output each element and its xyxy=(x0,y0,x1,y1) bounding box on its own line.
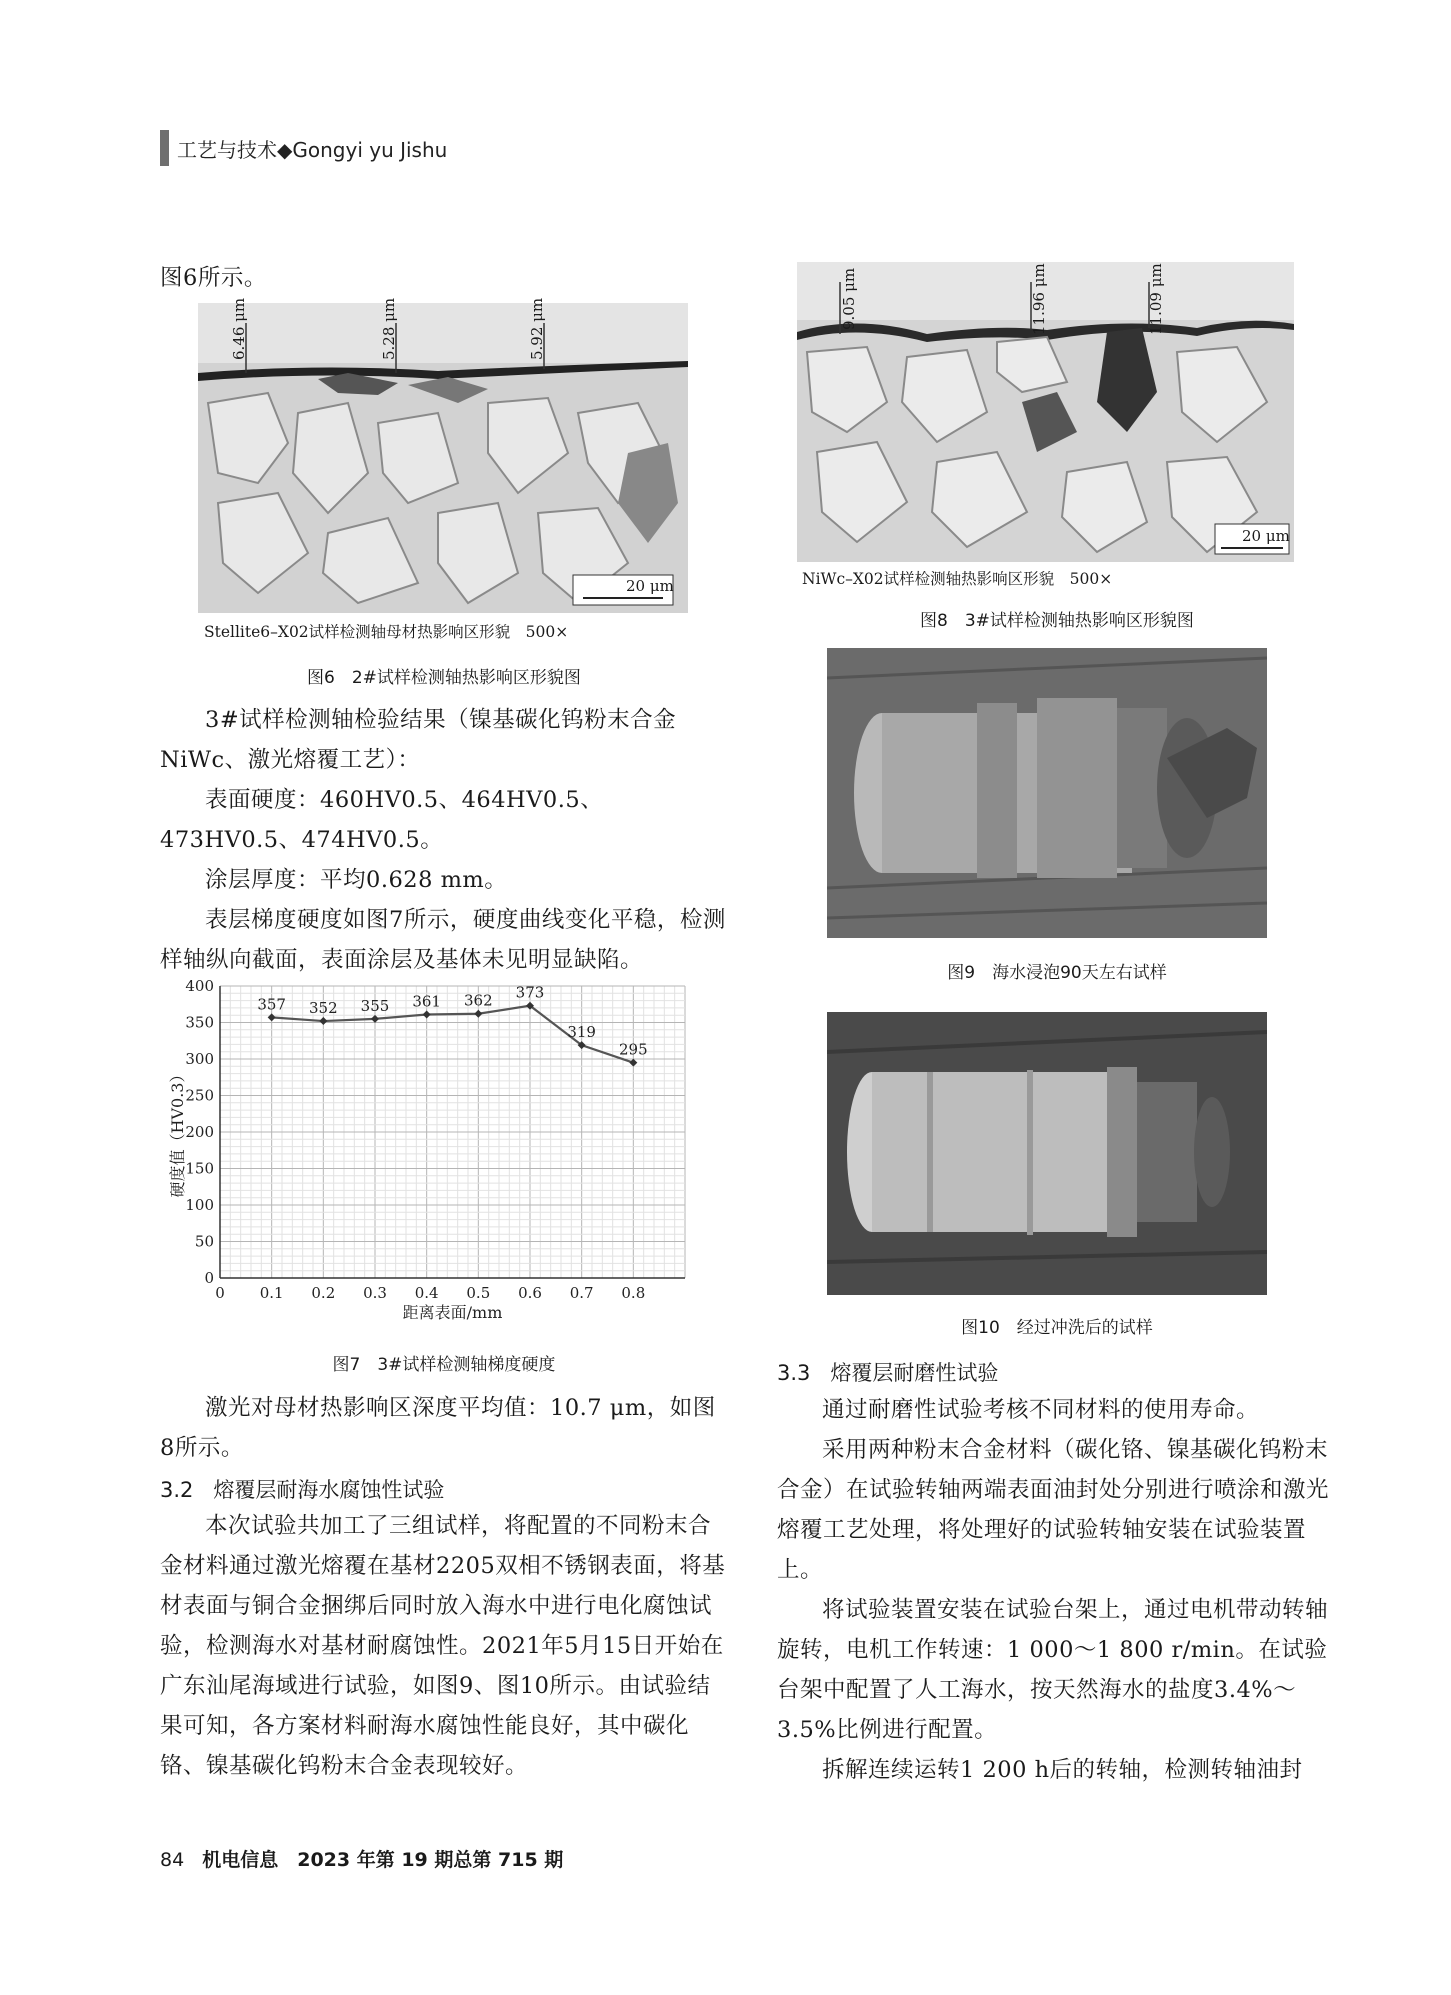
journal-name: 机电信息 xyxy=(202,1849,279,1871)
page-number: 84 xyxy=(160,1849,185,1871)
x-tick-label: 0 xyxy=(215,1284,225,1302)
y-tick-label: 0 xyxy=(204,1269,214,1287)
paragraph: 表层梯度硬度如图7所示，硬度曲线变化平稳，检测样轴纵向截面，表面涂层及基体未见明显缺陷。 xyxy=(160,907,726,973)
fig6-subcaption: Stellite6–X02试样检测轴母材热影响区形貌 500× xyxy=(204,623,569,641)
fig6-micro-label: 5.92 μm xyxy=(528,297,546,360)
data-label: 295 xyxy=(619,1040,648,1059)
left-text-block-2 xyxy=(160,1388,728,1468)
fig9-photo xyxy=(827,648,1267,938)
x-tick-label: 0.3 xyxy=(363,1284,387,1302)
data-point xyxy=(371,1015,379,1023)
fig7-caption: 图7 3#试样检测轴梯度硬度 xyxy=(332,1355,556,1375)
fig8-micro-label: 11.09 μm xyxy=(1147,263,1165,335)
x-tick-label: 0.2 xyxy=(311,1284,336,1302)
y-tick-label: 100 xyxy=(185,1196,214,1214)
fig8-subcaption: NiWc–X02试样检测轴热影响区形貌 500× xyxy=(802,570,1113,588)
fig7-chart xyxy=(165,978,705,1328)
y-tick-label: 250 xyxy=(185,1086,214,1105)
data-label: 373 xyxy=(515,983,545,1002)
intro-text: 图6所示。 xyxy=(160,265,267,291)
paragraph: 通过耐磨性试验考核不同材料的使用寿命。 xyxy=(822,1397,1260,1423)
fig8-micro-label: 11.96 μm xyxy=(1030,263,1048,335)
y-tick-label: 50 xyxy=(194,1232,214,1251)
hardness-chart xyxy=(165,978,705,1328)
y-tick-label: 350 xyxy=(185,1013,214,1032)
data-point xyxy=(423,1010,431,1018)
fig9-caption: 图9 海水浸泡90天左右试样 xyxy=(947,963,1167,983)
data-point xyxy=(474,1010,482,1018)
y-tick-label: 200 xyxy=(185,1123,214,1141)
section-title: 熔覆层耐海水腐蚀性试验 xyxy=(213,1478,445,1502)
running-header xyxy=(160,130,447,166)
section-title: 熔覆层耐磨性试验 xyxy=(830,1361,999,1385)
paragraph: 拆解连续运转1 200 h后的转轴，检测转轴油封 xyxy=(822,1757,1303,1783)
fig6-image xyxy=(198,303,688,613)
fig6-micro-label: 5.28 μm xyxy=(380,297,398,360)
y-tick-label: 300 xyxy=(185,1050,214,1068)
page-footer xyxy=(160,1845,563,1872)
header-bar xyxy=(160,130,169,166)
fig9-image xyxy=(827,648,1267,938)
data-point xyxy=(629,1059,637,1067)
fig6-scale-bar-label: 20 μm xyxy=(626,577,674,595)
paragraph: 涂层厚度：平均0.628 mm。 xyxy=(205,867,508,893)
x-axis-label: 距离表面/mm xyxy=(402,1303,503,1322)
y-tick-label: 400 xyxy=(185,978,214,995)
data-label: 361 xyxy=(412,992,441,1011)
x-tick-label: 0.5 xyxy=(466,1284,491,1302)
header-text: 工艺与技术◆Gongyi yu Jishu xyxy=(177,137,448,162)
x-tick-label: 0.1 xyxy=(259,1284,284,1302)
fig6-micro-label: 6.46 μm xyxy=(230,297,248,360)
fig8-caption: 图8 3#试样检测轴热影响区形貌图 xyxy=(920,611,1194,631)
right-text-block xyxy=(777,1390,1337,1790)
section-3-3-heading xyxy=(777,1357,1337,1387)
data-point xyxy=(268,1013,276,1021)
fig6-micrograph xyxy=(198,303,688,613)
data-label: 357 xyxy=(257,995,286,1014)
section-3-2-heading xyxy=(160,1474,728,1504)
fig8-scale-bar-label: 20 μm xyxy=(1242,527,1290,545)
paragraph: 激光对母材热影响区深度平均值：10.7 μm，如图8所示。 xyxy=(160,1395,716,1461)
data-label: 319 xyxy=(567,1023,596,1042)
data-label: 355 xyxy=(360,996,390,1015)
y-tick-label: 150 xyxy=(185,1159,214,1178)
journal-issue: 2023 年第 19 期总第 715 期 xyxy=(297,1849,564,1871)
data-point xyxy=(319,1017,327,1025)
paragraph: 将试验装置安装在试验台架上，通过电机带动转轴旋转，电机工作转速：1 000～1 800 r/min。在试验台架中配置了人工海水，按天然海水的盐度3.4%～3.5%比例进行配置。 xyxy=(777,1597,1329,1743)
paragraph: 3#试样检测轴检验结果（镍基碳化钨粉末合金NiWc、激光熔覆工艺）： xyxy=(160,707,677,773)
y-axis-label: 硬度值（HV0.3） xyxy=(168,1066,187,1198)
fig8-micro-label: 9.05 μm xyxy=(840,267,858,330)
x-tick-label: 0.6 xyxy=(518,1284,542,1302)
section-number: 3.2 xyxy=(160,1478,194,1502)
x-tick-label: 0.8 xyxy=(621,1284,646,1302)
data-label: 362 xyxy=(464,991,493,1010)
paragraph: 采用两种粉末合金材料（碳化铬、镍基碳化钨粉末合金）在试验转轴两端表面油封处分别进行喷涂和激光熔覆工艺处理，将处理好的试验转轴安装在试验装置上。 xyxy=(777,1437,1330,1583)
fig10-image xyxy=(827,1012,1267,1295)
paragraph: 本次试验共加工了三组试样，将配置的不同粉末合金材料通过激光熔覆在基材2205双相不锈钢表面，将基材表面与铜合金捆绑后同时放入海水中进行电化腐蚀试验，检测海水对基材耐腐蚀性。2021年5月15日开始在广东汕尾海域进行试验，如图9、图10所示。由试验结果可知，各方案材料耐海水腐蚀性能良好，其中碳化铬、镍基碳化钨粉末合金表现较好。 xyxy=(160,1513,726,1779)
fig10-photo xyxy=(827,1012,1267,1295)
fig6-caption: 图6 2#试样检测轴热影响区形貌图 xyxy=(307,668,581,688)
section-number: 3.3 xyxy=(777,1361,811,1385)
x-tick-label: 0.7 xyxy=(569,1284,594,1302)
fig10-caption: 图10 经过冲洗后的试样 xyxy=(961,1318,1153,1338)
paragraph: 表面硬度：460HV0.5、464HV0.5、473HV0.5、474HV0.5。 xyxy=(160,787,604,853)
left-text-block-1 xyxy=(160,700,728,980)
left-text-block-3 xyxy=(160,1506,728,1786)
x-tick-label: 0.4 xyxy=(414,1284,439,1302)
data-label: 352 xyxy=(309,999,338,1018)
